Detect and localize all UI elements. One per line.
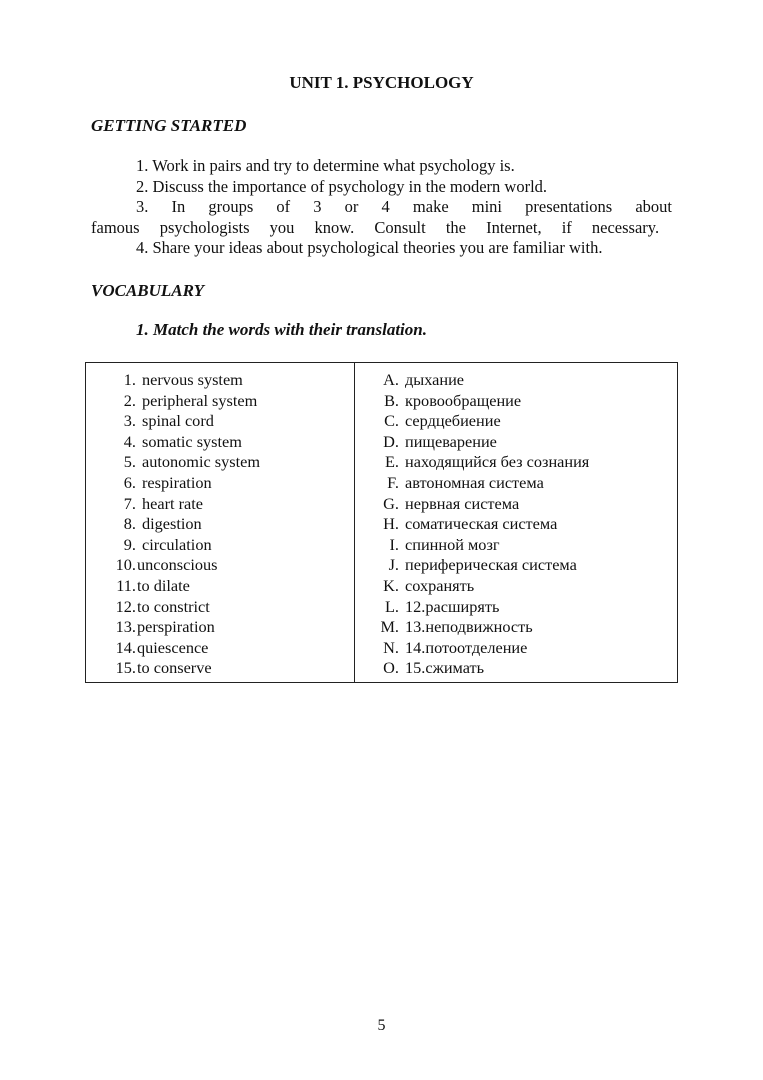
- translation-text: автономная система: [405, 472, 544, 492]
- word-number: 13.: [115, 617, 136, 637]
- translation-letter: D.: [383, 431, 399, 451]
- word-number: 6.: [123, 472, 136, 492]
- translation-row: [355, 494, 677, 515]
- word-row: [86, 658, 354, 679]
- word-text: quiescence: [137, 637, 209, 657]
- translation-text: нервная система: [405, 493, 520, 513]
- word-text: peripheral system: [142, 390, 258, 410]
- task-item: 3. In groups of 3 or 4 make mini presentations about famous psychologists you know. Consult the Internet, if necessary.: [91, 197, 672, 237]
- word-row: [86, 370, 354, 391]
- word-row: [86, 555, 354, 576]
- matching-table: [85, 362, 678, 683]
- translation-letter: H.: [383, 514, 399, 534]
- word-number: 15.: [115, 658, 136, 678]
- word-text: spinal cord: [142, 411, 214, 431]
- translation-letter: L.: [384, 596, 399, 616]
- translation-letter: F.: [387, 472, 399, 492]
- word-number: 2.: [123, 390, 136, 410]
- word-row: [86, 638, 354, 659]
- translation-row: [355, 514, 677, 535]
- word-text: nervous system: [142, 370, 243, 389]
- translation-text: 14.потоотделение: [405, 637, 528, 657]
- word-row: [86, 452, 354, 473]
- translation-row: [355, 658, 677, 679]
- translation-row: [355, 370, 677, 391]
- word-text: heart rate: [142, 493, 204, 513]
- word-number: 10.: [115, 555, 136, 575]
- word-row: [86, 617, 354, 638]
- translation-text: 12.расширять: [405, 596, 500, 616]
- word-row: [86, 576, 354, 597]
- translation-text: пищеварение: [405, 431, 497, 451]
- word-text: unconscious: [137, 555, 218, 575]
- translation-row: [355, 452, 677, 473]
- translation-letter: A.: [383, 370, 399, 389]
- translation-row: [355, 535, 677, 556]
- translation-text: сохранять: [405, 575, 475, 595]
- word-row: [86, 494, 354, 515]
- translation-text: периферическая система: [405, 555, 577, 575]
- translation-letter: O.: [383, 658, 399, 678]
- word-text: somatic system: [142, 431, 242, 451]
- page-title: UNIT 1. PSYCHOLOGY: [289, 73, 474, 92]
- word-row: [86, 597, 354, 618]
- translation-letter: E.: [384, 452, 399, 472]
- translation-letter: G.: [383, 493, 399, 513]
- word-row: [86, 432, 354, 453]
- word-row: [86, 391, 354, 412]
- word-text: perspiration: [137, 617, 215, 637]
- task-item: 1. Work in pairs and try to determine what psychology is.: [136, 156, 515, 175]
- word-row: [86, 411, 354, 432]
- word-row: [86, 514, 354, 535]
- translation-text: сердцебиение: [405, 411, 501, 431]
- word-text: digestion: [142, 514, 202, 534]
- word-text: to constrict: [137, 596, 210, 616]
- translation-letter: C.: [384, 411, 399, 431]
- translations-column: [355, 363, 677, 682]
- word-number: 9.: [123, 534, 136, 554]
- word-number: 5.: [123, 452, 136, 472]
- word-text: respiration: [142, 472, 212, 492]
- translation-text: соматическая система: [405, 514, 558, 534]
- translation-row: [355, 391, 677, 412]
- word-number: 3.: [123, 411, 136, 431]
- word-text: circulation: [142, 534, 212, 554]
- translation-letter: I.: [389, 534, 399, 554]
- vocabulary-heading: VOCABULARY: [91, 281, 205, 300]
- page-number: 5: [377, 1017, 386, 1034]
- word-text: to dilate: [137, 575, 190, 595]
- translation-letter: K.: [383, 575, 399, 595]
- translation-row: [355, 555, 677, 576]
- translation-row: [355, 473, 677, 494]
- task-list: [91, 156, 672, 259]
- word-number: 12.: [115, 596, 136, 616]
- word-number: 14.: [115, 637, 136, 657]
- translation-letter: J.: [388, 555, 399, 575]
- words-column: [86, 363, 355, 682]
- translation-row: [355, 576, 677, 597]
- translation-letter: B.: [384, 390, 399, 410]
- word-text: to conserve: [137, 658, 212, 678]
- translation-letter: N.: [383, 637, 399, 657]
- word-row: [86, 535, 354, 556]
- translation-row: [355, 617, 677, 638]
- word-text: autonomic system: [142, 452, 261, 472]
- exercise-title: 1. Match the words with their translation.: [136, 320, 427, 339]
- translation-text: находящийся без сознания: [405, 452, 590, 472]
- word-row: [86, 473, 354, 494]
- translation-text: кровообращение: [405, 390, 522, 410]
- translation-text: 13.неподвижность: [405, 617, 533, 637]
- task-item: 4. Share your ideas about psychological theories you are familiar with.: [136, 238, 603, 257]
- word-number: 4.: [123, 431, 136, 451]
- translation-text: дыхание: [405, 370, 465, 389]
- word-number: 11.: [116, 575, 136, 595]
- word-number: 1.: [123, 370, 136, 389]
- getting-started-heading: GETTING STARTED: [91, 116, 247, 135]
- translation-row: [355, 638, 677, 659]
- translation-row: [355, 432, 677, 453]
- translation-row: [355, 597, 677, 618]
- translation-row: [355, 411, 677, 432]
- task-item: 2. Discuss the importance of psychology in the modern world.: [136, 176, 548, 196]
- translation-letter: M.: [380, 617, 399, 637]
- word-number: 7.: [123, 493, 136, 513]
- translation-text: 15.сжимать: [405, 658, 485, 678]
- word-number: 8.: [123, 514, 136, 534]
- translation-text: спинной мозг: [405, 534, 500, 554]
